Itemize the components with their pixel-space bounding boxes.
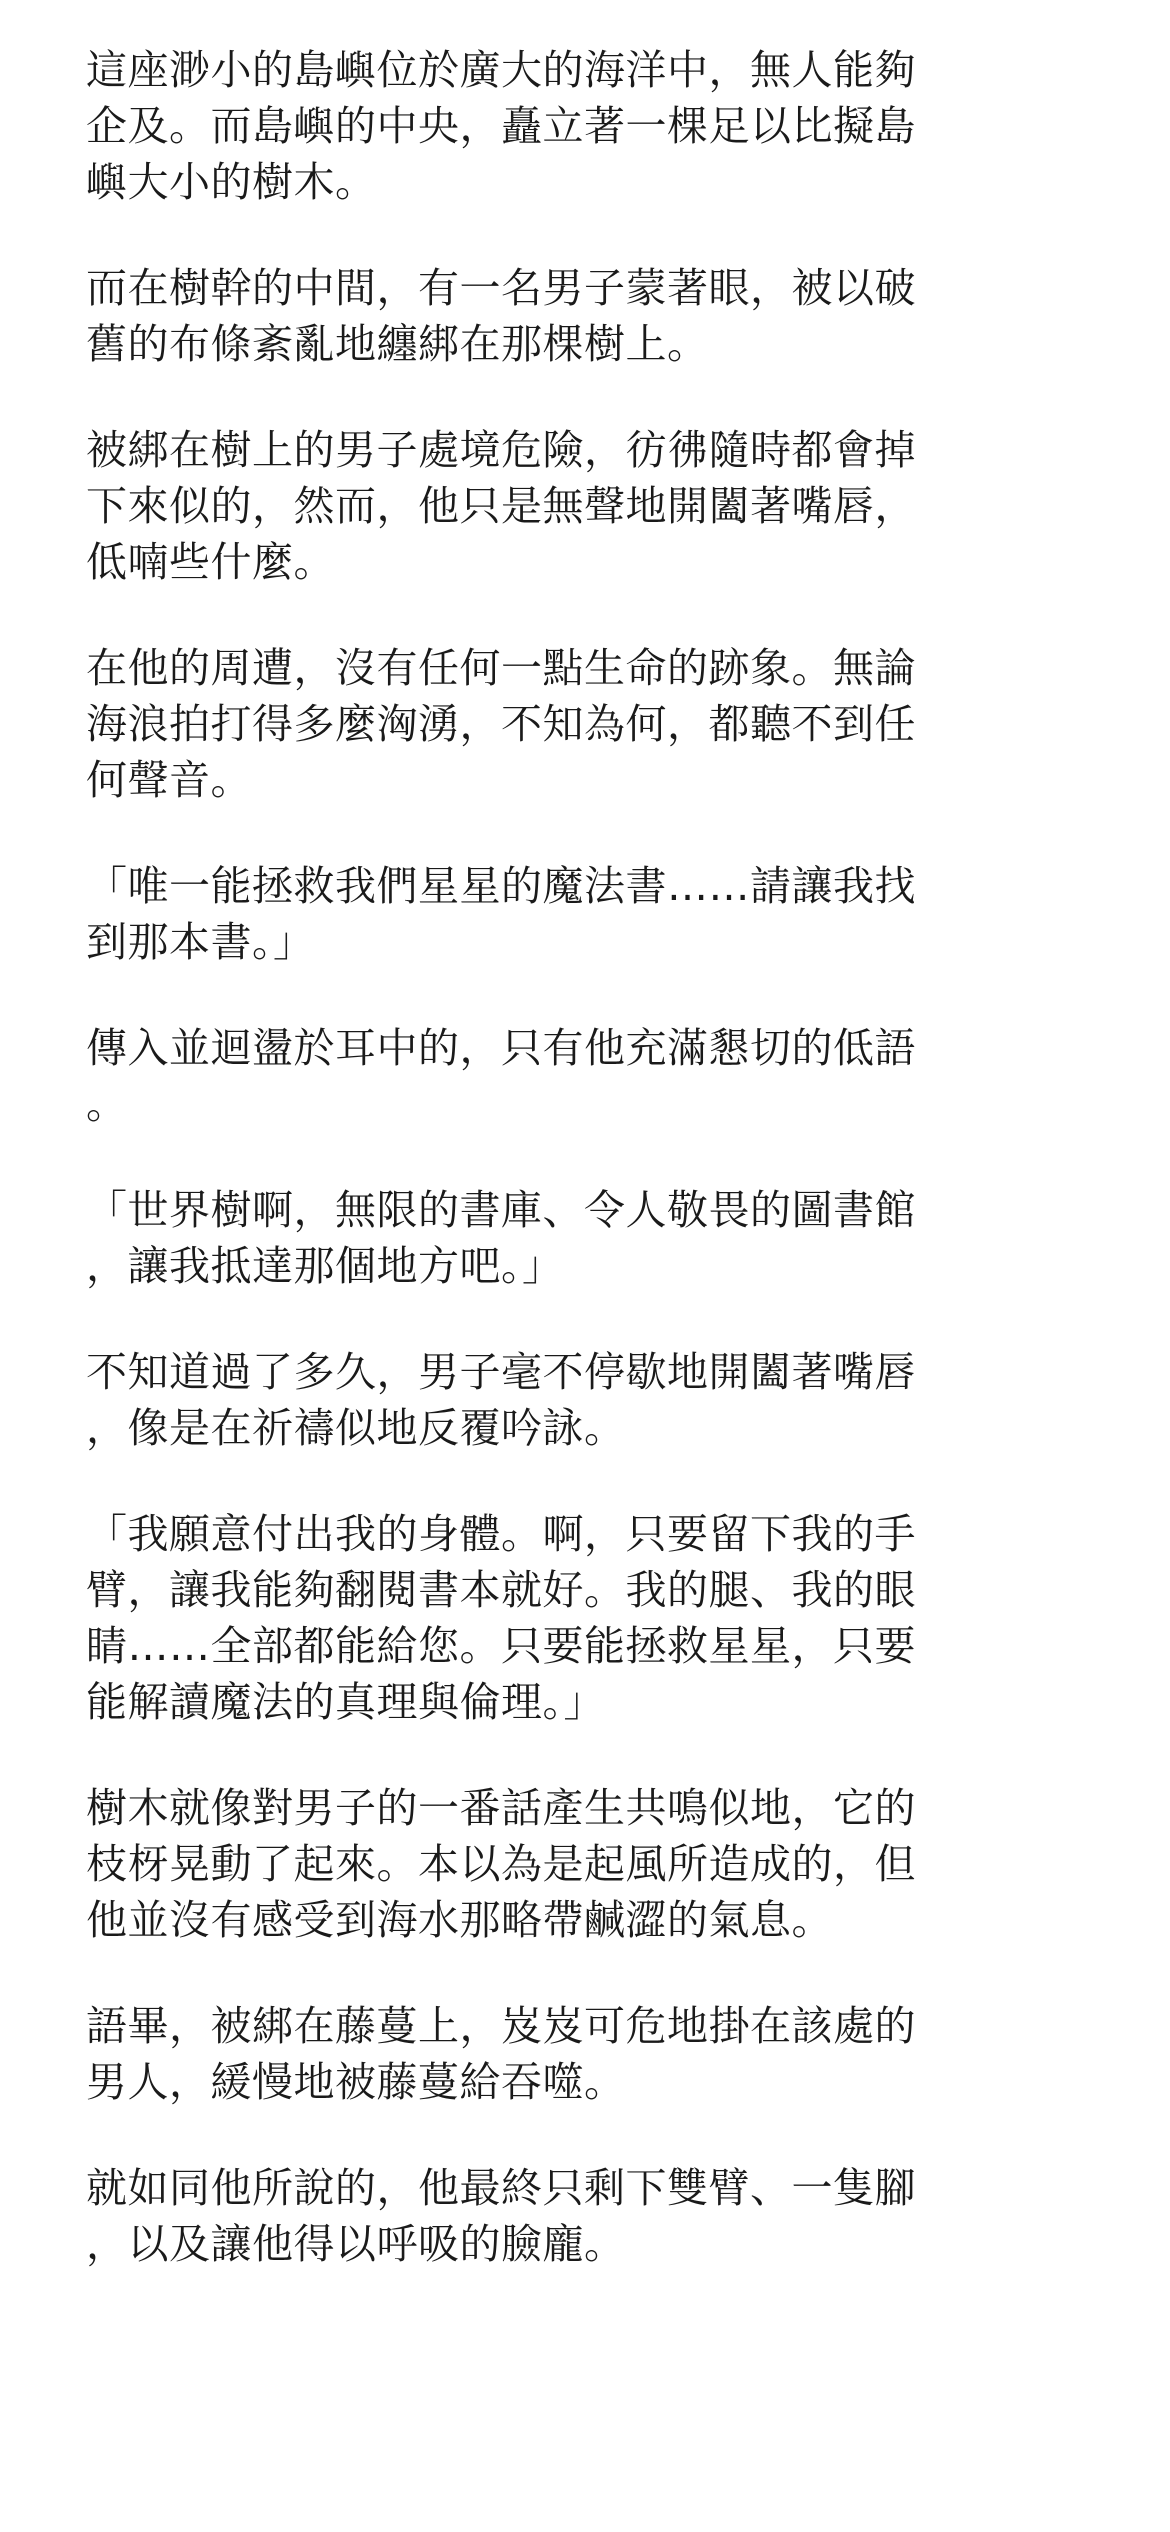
paragraph: 就如同他所說的，他最終只剩下雙臂、一隻腳 ，以及讓他得以呼吸的臉龐。	[86, 2164, 916, 2268]
story-text	[86, 42, 1096, 2322]
paragraph: 這座渺小的島嶼位於廣大的海洋中，無人能夠 企及。而島嶼的中央，矗立著一棵足以比擬島 嶼大小的樹木。	[86, 46, 916, 206]
paragraph: 傳入並迴盪於耳中的，只有他充滿懇切的低語 。	[86, 1024, 916, 1128]
paragraph: 語畢，被綁在藤蔓上，岌岌可危地掛在該處的 男人，緩慢地被藤蔓給吞噬。	[86, 2002, 916, 2106]
paragraph: 樹木就像對男子的一番話產生共鳴似地，它的 枝枒晃動了起來。本以為是起風所造成的，但 他並沒有感受到海水那略帶鹹澀的氣息。	[86, 1784, 916, 1944]
paragraph: 而在樹幹的中間，有一名男子蒙著眼，被以破 舊的布條紊亂地纏綁在那棵樹上。	[86, 264, 916, 368]
paragraph: 「世界樹啊，無限的書庫、令人敬畏的圖書館 ，讓我抵達那個地方吧。」	[86, 1186, 916, 1290]
paragraph: 不知道過了多久，男子毫不停歇地開闔著嘴唇 ，像是在祈禱似地反覆吟詠。	[86, 1348, 916, 1452]
paragraph: 「我願意付出我的身體。啊，只要留下我的手 臂，讓我能夠翻閱書本就好。我的腿、我的眼 睛……全部都能給您。只要能拯救星星，只要 能解讀魔法的真理與倫理。」	[86, 1510, 916, 1726]
paragraph: 在他的周遭，沒有任何一點生命的跡象。無論 海浪拍打得多麼洶湧，不知為何，都聽不到任 何聲音。	[86, 644, 916, 804]
paragraph: 被綁在樹上的男子處境危險，彷彿隨時都會掉 下來似的，然而，他只是無聲地開闔著嘴唇， 低喃些什麼。	[86, 426, 916, 586]
paragraph: 「唯一能拯救我們星星的魔法書……請讓我找 到那本書。」	[86, 862, 916, 966]
